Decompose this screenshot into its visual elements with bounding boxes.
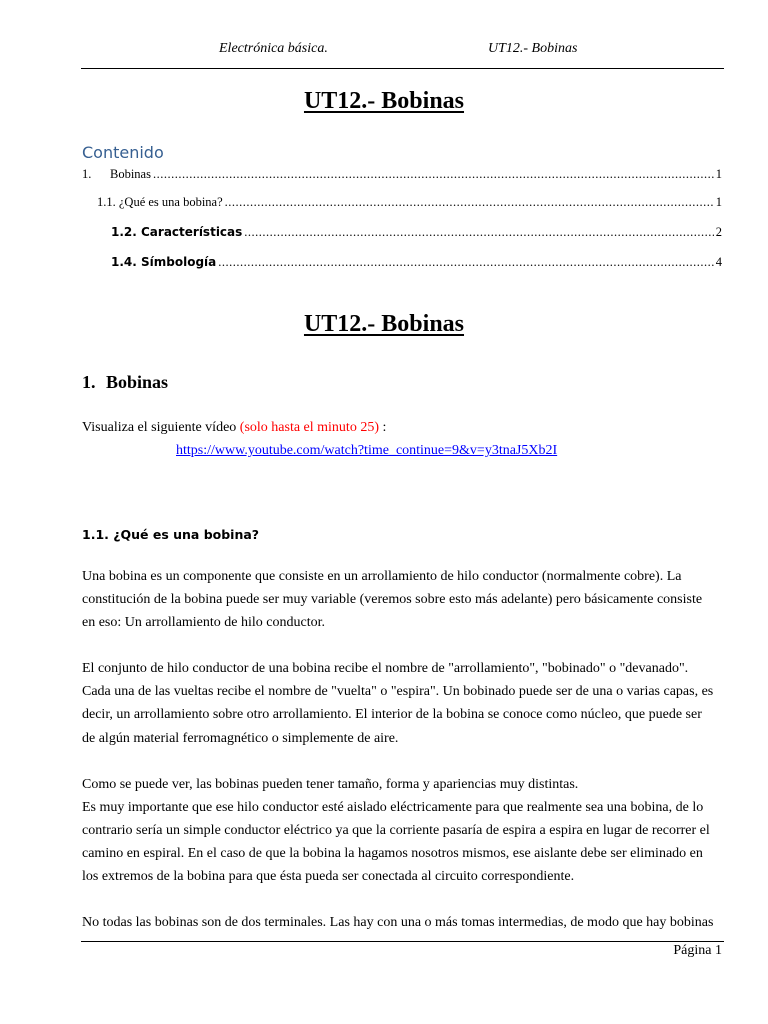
toc-entry-label: 1.4. Símbología <box>111 255 217 269</box>
toc-entry-page: 1 <box>715 195 722 209</box>
paragraph-line: El conjunto de hilo conductor de una bobina recibe el nombre de "arrollamiento", "bobinado" o "devanado". <box>82 661 689 676</box>
footer-rule <box>81 941 724 942</box>
paragraph-line: de algún material ferromagnético o simplemente de aire. <box>82 731 399 746</box>
paragraph-line: en eso: Un arrollamiento de hilo conductor. <box>82 615 325 630</box>
section-heading-que-es-bobina: 1.1. ¿Qué es una bobina? <box>82 527 260 542</box>
toc-entry-page: 4 <box>715 255 722 269</box>
paragraph-line: Es muy importante que ese hilo conductor esté aislado eléctricamente para que realmente sea una bobina, de lo <box>82 800 704 815</box>
toc-entry-label: 1.2. Características <box>111 225 243 239</box>
toc-entry-caracteristicas[interactable] <box>111 225 722 240</box>
toc-entry-bobinas[interactable] <box>82 167 722 182</box>
section-number: 1. <box>82 372 96 392</box>
intro-line <box>82 420 386 436</box>
document-title: UT12.- Bobinas <box>303 88 465 114</box>
page-number: Página 1 <box>673 943 722 958</box>
paragraph-line: Una bobina es un componente que consiste en un arrollamiento de hilo conductor (normalmente cobre). La <box>82 569 682 584</box>
section-title: Bobinas <box>106 372 169 392</box>
paragraph-line: Cada una de las vueltas recibe el nombre de "vuelta" o "espira". Un bobinado puede ser de una o varias capas, es <box>82 684 714 699</box>
page-header <box>0 41 768 61</box>
paragraph-line: camino en espiral. En el caso de que la bobina la hagamos nosotros mismos, ese aislante debe ser eliminado en <box>82 846 703 861</box>
toc-entry-simbologia[interactable] <box>111 255 722 270</box>
intro-text: Visualiza el siguiente vídeo <box>82 420 240 435</box>
intro-red-note: (solo hasta el minuto 25) <box>239 420 379 435</box>
toc-entry-label: Bobinas <box>110 167 151 181</box>
paragraph-line: constitución de la bobina puede ser muy variable (veremos sobre esto más adelante) pero básicamente consiste <box>82 592 703 607</box>
toc-leader <box>218 255 714 270</box>
paragraph-line: No todas las bobinas son de dos terminales. Las hay con una o más tomas intermedias, de modo que hay bobinas <box>82 915 714 930</box>
toc-entry-que-es-bobina[interactable] <box>97 195 722 210</box>
toc-entry-page: 1 <box>715 167 722 181</box>
video-link[interactable]: https://www.youtube.com/watch?time_continue=9&v=y3tnaJ5Xb2I <box>176 443 558 458</box>
body-title: UT12.- Bobinas <box>303 311 465 337</box>
toc-leader <box>153 167 714 182</box>
header-right: UT12.- Bobinas <box>488 41 578 56</box>
intro-after: : <box>378 420 387 435</box>
header-rule <box>81 68 724 69</box>
header-left: Electrónica básica. <box>219 41 328 56</box>
paragraph-line: los extremos de la bobina para que ésta pueda ser conectada al circuito correspondiente. <box>82 869 575 884</box>
paragraph-line: Como se puede ver, las bobinas pueden tener tamaño, forma y apariencias muy distintas. <box>82 777 579 792</box>
paragraph-line: decir, un arrollamiento sobre otro arrollamiento. El interior de la bobina se conoce como núcleo, que puede ser <box>82 707 702 722</box>
toc-entry-page: 2 <box>715 225 722 239</box>
paragraph-line: contrario sería un simple conductor eléctrico ya que la corriente pasaría de espira a espira en lugar de recorrer el <box>82 823 710 838</box>
toc-leader <box>244 225 713 240</box>
toc-heading: Contenido <box>82 143 164 162</box>
toc-entry-number: 1. <box>82 167 92 181</box>
section-heading-bobinas <box>82 372 168 393</box>
toc-leader <box>225 195 714 210</box>
toc-entry-label: 1.1. ¿Qué es una bobina? <box>97 195 223 209</box>
